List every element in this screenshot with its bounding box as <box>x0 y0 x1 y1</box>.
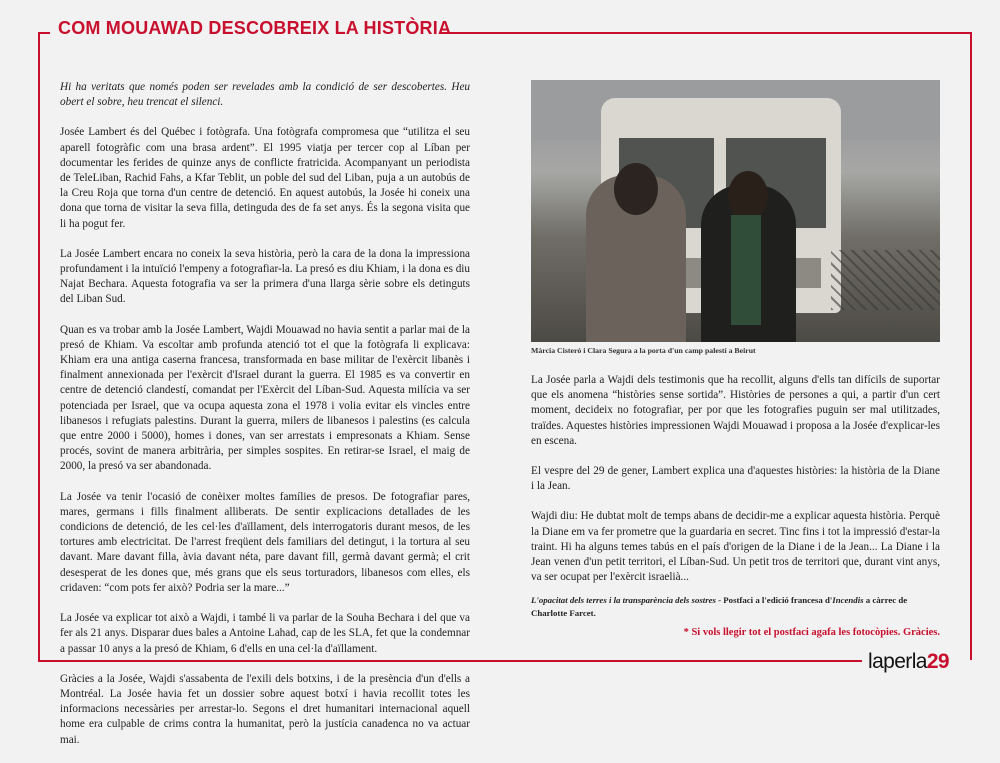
source-end: a càrrec de Charlotte Farcet. <box>531 595 908 619</box>
woman-right <box>701 185 796 342</box>
photo-caption: Màrcia Cisteró i Clara Segura a la porta d'un camp palestí a Beirut <box>531 346 756 355</box>
frame-right <box>970 32 972 660</box>
photocopy-note: * Si vols llegir tot el postfaci agafa les fotocòpies. Gràcies. <box>683 627 940 638</box>
intro-paragraph: Hi ha veritats que només poden ser revelades amb la condició de ser descobertes. Heu obert el sobre, heu trencat el silenci. <box>60 81 470 109</box>
source-title: L'opacitat dels terres i la transparència dels sostres <box>531 595 716 606</box>
paragraph: Wajdi diu: He dubtat molt de temps abans de decidir-me a explicar aquesta història. Perquè la Diane em va fer prometre que la guardaria en secret. Tinc fins i tot la impressió d'estar-la traint. Hi ha alguns temes tabús en el país d'origen de la Diane i de la Jean... La Diane i la Jean venen d'un petit territori, el Líban-Sud. Un petit tros de territori que, durant vint anys, va ser ocupat per l'exèrcit israelià... <box>531 510 940 584</box>
logo-text: laperla <box>868 650 927 673</box>
paragraph: El vespre del 29 de gener, Lambert explica una d'aquestes històries: la història de la Diane i la Jean. <box>531 465 940 493</box>
logo-number: 29 <box>926 650 950 673</box>
photo-two-women-bus <box>531 80 940 342</box>
frame-left <box>38 32 40 660</box>
source-credit <box>531 594 940 620</box>
frame-top-right <box>440 32 972 34</box>
laperla-logo <box>868 650 949 674</box>
paragraph: Quan es va trobar amb la Josée Lambert, Wajdi Mouawad no havia sentit a parlar mai de la presó de Khiam. Va escoltar amb profunda atenció tot el que la fotògrafa li explicava: Khiam era una antiga caserna francesa, transformada en base militar de l'exèrcit libanès i finalment annexionada per l'exèrcit d'Israel durant la guerra. El 1985 es va convertir en centre de detenció clandestí, comandat per l'Exèrcit del Líban-Sud. Aquesta milícia va ser potenciada per Israel, que va ocupa aquesta zona el 1978 i volia evitar els vincles entre libanesos i refugiats palestins. Durant la guerra, milers de libanesos i palestins (es calcula que entre 2000 i 5000), homes i dones, van ser arrestats i empresonats a Khiam. Sense procés, sovint de manera arbitrària, per simples sospites. En retirar-se Israel, el maig de 2000, la presó va ser abandonada. <box>60 323 470 473</box>
source-mid: - Postfaci a l'edició francesa d' <box>715 595 833 606</box>
paragraph: La Josée va tenir l'ocasió de conèixer moltes famílies de presos. De fotografiar pares, mares, germans i fills finalment alliberats. De sentir explicacions detallades de les condicions de detenció, de les cel·les d'aïllament, dels interrogatoris durant mesos, de les tortures amb electricitat. De l'arrest freqüent dels familiars del detingut, i la tortura al seu davant. Mare davant filla, àvia davant néta, pare davant fill, germà davant germà; el crit desesperat de les dones que, més grans que els seus torturadors, libanesos com elles, els cridaven: “com pots fer això? Podria ser la mare...” <box>60 490 470 594</box>
paragraph: Josée Lambert és del Québec i fotògrafa. Una fotògrafa compromesa que “utilitza el seu aparell fotogràfic com una brasa ardent”. El 1995 viatja per tercer cop al Líban per documentar les ferides de quinze anys de conflicte fratricida. Acompanyant un periodista de TeleLiban, Rachid Fahs, a Kfar Teblit, un poble del sud del Liban, puja a un autobús de la Creu Roja que torna d'un centre de detenció. En aquest autobús, la Josée hi coneix una dona que torna de visitar la seva filla, detinguda des de fa set anys. És la segona visita que li ha pogut fer. <box>60 126 470 230</box>
paragraph: La Josée va explicar tot això a Wajdi, i també li va parlar de la Souha Bechara i del que va fer als 21 anys. Disparar dues bales a Antoine Lahad, cap de les SLA, fet que la condemnar a passar 10 anys a la presó de Khiam, 6 d'ells en una cel·la d'aïllament. <box>60 612 470 655</box>
right-column <box>531 373 940 635</box>
woman-right-head <box>728 171 768 221</box>
woman-left <box>586 175 686 342</box>
barbed-wire <box>831 250 940 310</box>
left-column <box>60 80 470 763</box>
paragraph: Gràcies a la Josée, Wajdi s'assabenta de l'exili dels botxins, i de la presència d'un d'ells a Montréal. La Josée havia fet un dossier sobre aquest botxí i havia recollit totes les informacions necessàries per arrestar-lo. Segons el dret humanitari internacional aquell home era culpable de crims contra la humanitat, però la justícia canadenca no va actuar mai. <box>60 672 470 746</box>
paragraph: La Josée parla a Wajdi dels testimonis que ha recollit, alguns d'ells tan difícils de suportar que els anomena “històries sense sortida”. Històries de persones a qui, a partir d'un cert moment, decideix no fotografiar, per por que les fotografies puguin ser mal utilitzades, traïdes. Aquestes històries impressionen Wajdi Mouawad i proposa a la Josée d'explicar-les en escena. <box>531 374 940 447</box>
woman-left-head <box>614 163 658 215</box>
green-scarf <box>731 215 761 325</box>
source-book: Incendis <box>832 595 864 606</box>
page-title: COM MOUAWAD DESCOBREIX LA HISTÒRIA <box>58 18 452 38</box>
paragraph: La Josée Lambert encara no coneix la seva història, però la cara de la dona la impressiona profundament i la intuïció l'empeny a fotografiar-la. La presó es diu Khiam, i la dona es diu Najat Bechara. Aquesta fotografia va ser la primera d'una llarga sèrie sobre els detinguts del Liban Sud. <box>60 247 471 306</box>
